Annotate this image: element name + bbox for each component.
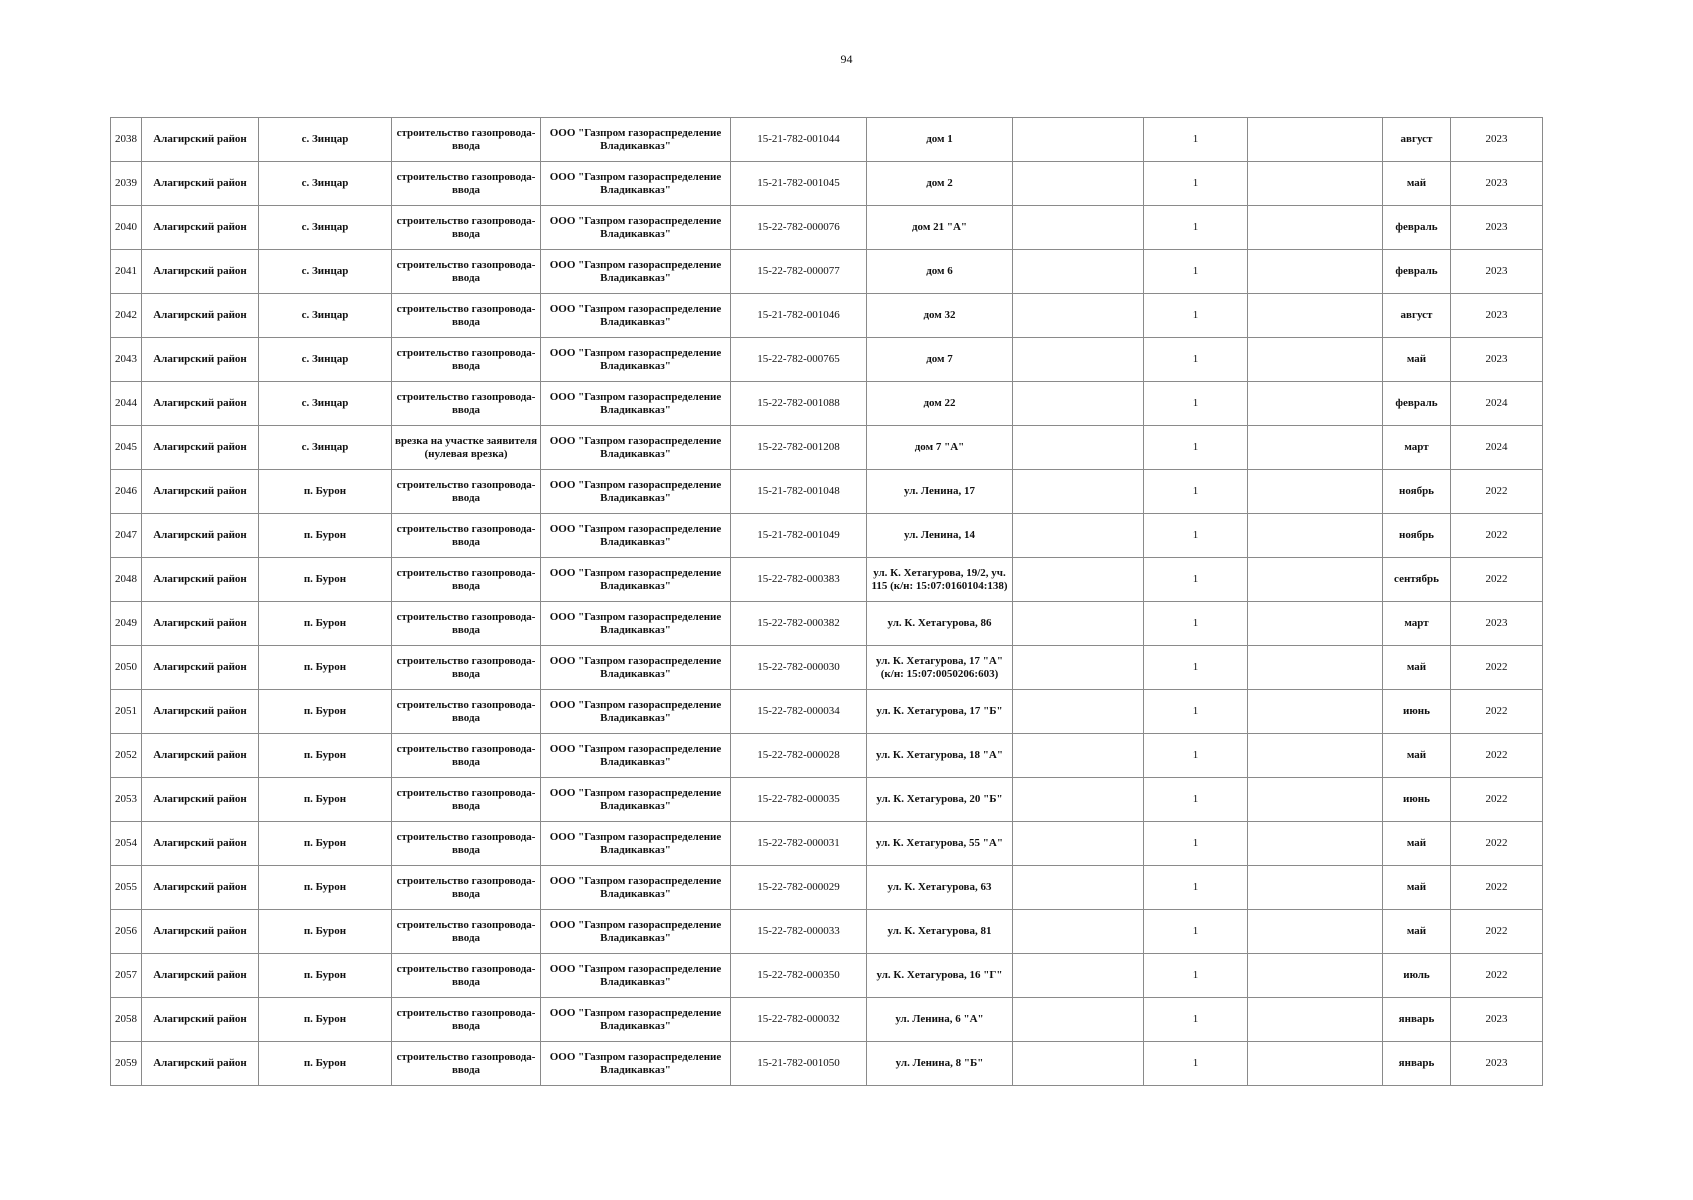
work-type-cell: строительство газопровода-ввода <box>392 954 541 998</box>
count-cell: 1 <box>1144 382 1248 426</box>
empty-cell <box>1013 822 1144 866</box>
address-cell: ул. К. Хетагурова, 86 <box>867 602 1013 646</box>
empty-cell <box>1248 646 1383 690</box>
company-cell: ООО "Газпром газораспределение Владикавказ" <box>541 866 731 910</box>
month-cell: июнь <box>1383 690 1451 734</box>
year-cell: 2023 <box>1451 206 1543 250</box>
company-cell: ООО "Газпром газораспределение Владикавказ" <box>541 426 731 470</box>
empty-cell <box>1013 118 1144 162</box>
year-cell: 2022 <box>1451 866 1543 910</box>
year-cell: 2023 <box>1451 250 1543 294</box>
row-number-cell: 2054 <box>111 822 142 866</box>
row-number-cell: 2043 <box>111 338 142 382</box>
count-cell: 1 <box>1144 162 1248 206</box>
empty-cell <box>1248 822 1383 866</box>
work-type-cell: строительство газопровода-ввода <box>392 338 541 382</box>
company-cell: ООО "Газпром газораспределение Владикавказ" <box>541 118 731 162</box>
empty-cell <box>1248 162 1383 206</box>
settlement-cell: п. Бурон <box>259 646 392 690</box>
work-type-cell: строительство газопровода-ввода <box>392 382 541 426</box>
application-code-cell: 15-22-782-000382 <box>731 602 867 646</box>
count-cell: 1 <box>1144 822 1248 866</box>
work-type-cell: строительство газопровода-ввода <box>392 690 541 734</box>
work-type-cell: строительство газопровода-ввода <box>392 646 541 690</box>
table-row <box>111 558 1543 602</box>
month-cell: май <box>1383 866 1451 910</box>
row-number-cell: 2045 <box>111 426 142 470</box>
table-row <box>111 998 1543 1042</box>
month-cell: июнь <box>1383 778 1451 822</box>
address-cell: дом 1 <box>867 118 1013 162</box>
address-cell: ул. Ленина, 14 <box>867 514 1013 558</box>
row-number-cell: 2039 <box>111 162 142 206</box>
year-cell: 2023 <box>1451 602 1543 646</box>
company-cell: ООО "Газпром газораспределение Владикавказ" <box>541 382 731 426</box>
company-cell: ООО "Газпром газораспределение Владикавказ" <box>541 1042 731 1086</box>
address-cell: дом 7 "А" <box>867 426 1013 470</box>
work-type-cell: строительство газопровода-ввода <box>392 822 541 866</box>
application-code-cell: 15-22-782-000030 <box>731 646 867 690</box>
company-cell: ООО "Газпром газораспределение Владикавказ" <box>541 470 731 514</box>
table-row <box>111 1042 1543 1086</box>
count-cell: 1 <box>1144 998 1248 1042</box>
count-cell: 1 <box>1144 338 1248 382</box>
row-number-cell: 2050 <box>111 646 142 690</box>
table-row <box>111 470 1543 514</box>
address-cell: ул. К. Хетагурова, 16 "Г" <box>867 954 1013 998</box>
count-cell: 1 <box>1144 1042 1248 1086</box>
table-row <box>111 294 1543 338</box>
year-cell: 2022 <box>1451 954 1543 998</box>
row-number-cell: 2042 <box>111 294 142 338</box>
empty-cell <box>1013 426 1144 470</box>
company-cell: ООО "Газпром газораспределение Владикавказ" <box>541 602 731 646</box>
address-cell: ул. Ленина, 6 "А" <box>867 998 1013 1042</box>
empty-cell <box>1013 206 1144 250</box>
district-cell: Алагирский район <box>142 426 259 470</box>
count-cell: 1 <box>1144 426 1248 470</box>
year-cell: 2022 <box>1451 558 1543 602</box>
settlement-cell: п. Бурон <box>259 558 392 602</box>
address-cell: дом 22 <box>867 382 1013 426</box>
empty-cell <box>1248 998 1383 1042</box>
settlement-cell: с. Зинцар <box>259 426 392 470</box>
settlement-cell: п. Бурон <box>259 514 392 558</box>
company-cell: ООО "Газпром газораспределение Владикавказ" <box>541 822 731 866</box>
empty-cell <box>1248 470 1383 514</box>
year-cell: 2022 <box>1451 910 1543 954</box>
settlement-cell: с. Зинцар <box>259 162 392 206</box>
work-type-cell: строительство газопровода-ввода <box>392 866 541 910</box>
table-row <box>111 690 1543 734</box>
month-cell: май <box>1383 822 1451 866</box>
district-cell: Алагирский район <box>142 1042 259 1086</box>
address-cell: ул. К. Хетагурова, 63 <box>867 866 1013 910</box>
district-cell: Алагирский район <box>142 866 259 910</box>
empty-cell <box>1248 338 1383 382</box>
row-number-cell: 2044 <box>111 382 142 426</box>
empty-cell <box>1013 382 1144 426</box>
work-type-cell: строительство газопровода-ввода <box>392 998 541 1042</box>
count-cell: 1 <box>1144 690 1248 734</box>
table-row <box>111 778 1543 822</box>
count-cell: 1 <box>1144 734 1248 778</box>
district-cell: Алагирский район <box>142 558 259 602</box>
application-code-cell: 15-21-782-001049 <box>731 514 867 558</box>
empty-cell <box>1248 734 1383 778</box>
table-row <box>111 426 1543 470</box>
company-cell: ООО "Газпром газораспределение Владикавказ" <box>541 734 731 778</box>
empty-cell <box>1013 690 1144 734</box>
company-cell: ООО "Газпром газораспределение Владикавказ" <box>541 162 731 206</box>
application-code-cell: 15-22-782-000765 <box>731 338 867 382</box>
table-row <box>111 910 1543 954</box>
month-cell: январь <box>1383 1042 1451 1086</box>
empty-cell <box>1248 426 1383 470</box>
year-cell: 2022 <box>1451 514 1543 558</box>
month-cell: август <box>1383 118 1451 162</box>
settlement-cell: с. Зинцар <box>259 338 392 382</box>
settlement-cell: с. Зинцар <box>259 382 392 426</box>
address-cell: ул. К. Хетагурова, 19/2, уч. 115 (к/н: 15:07:0160104:138) <box>867 558 1013 602</box>
district-cell: Алагирский район <box>142 250 259 294</box>
district-cell: Алагирский район <box>142 514 259 558</box>
count-cell: 1 <box>1144 206 1248 250</box>
row-number-cell: 2055 <box>111 866 142 910</box>
company-cell: ООО "Газпром газораспределение Владикавказ" <box>541 558 731 602</box>
district-cell: Алагирский район <box>142 778 259 822</box>
empty-cell <box>1248 118 1383 162</box>
company-cell: ООО "Газпром газораспределение Владикавказ" <box>541 294 731 338</box>
row-number-cell: 2046 <box>111 470 142 514</box>
row-number-cell: 2059 <box>111 1042 142 1086</box>
count-cell: 1 <box>1144 118 1248 162</box>
year-cell: 2022 <box>1451 690 1543 734</box>
table-row <box>111 822 1543 866</box>
empty-cell <box>1013 998 1144 1042</box>
application-code-cell: 15-22-782-000034 <box>731 690 867 734</box>
month-cell: май <box>1383 162 1451 206</box>
application-code-cell: 15-22-782-000076 <box>731 206 867 250</box>
year-cell: 2022 <box>1451 778 1543 822</box>
settlement-cell: п. Бурон <box>259 866 392 910</box>
empty-cell <box>1013 294 1144 338</box>
count-cell: 1 <box>1144 646 1248 690</box>
month-cell: август <box>1383 294 1451 338</box>
settlement-cell: п. Бурон <box>259 470 392 514</box>
table-body <box>111 118 1543 1086</box>
row-number-cell: 2047 <box>111 514 142 558</box>
address-cell: дом 6 <box>867 250 1013 294</box>
month-cell: март <box>1383 426 1451 470</box>
month-cell: сентябрь <box>1383 558 1451 602</box>
page-number: 94 <box>840 52 853 66</box>
count-cell: 1 <box>1144 910 1248 954</box>
month-cell: июль <box>1383 954 1451 998</box>
work-type-cell: строительство газопровода-ввода <box>392 778 541 822</box>
month-cell: май <box>1383 910 1451 954</box>
district-cell: Алагирский район <box>142 206 259 250</box>
table-row <box>111 250 1543 294</box>
empty-cell <box>1248 294 1383 338</box>
district-cell: Алагирский район <box>142 338 259 382</box>
work-type-cell: строительство газопровода-ввода <box>392 206 541 250</box>
application-code-cell: 15-21-782-001048 <box>731 470 867 514</box>
company-cell: ООО "Газпром газораспределение Владикавказ" <box>541 338 731 382</box>
application-code-cell: 15-22-782-001088 <box>731 382 867 426</box>
company-cell: ООО "Газпром газораспределение Владикавказ" <box>541 954 731 998</box>
company-cell: ООО "Газпром газораспределение Владикавказ" <box>541 646 731 690</box>
district-cell: Алагирский район <box>142 162 259 206</box>
empty-cell <box>1013 162 1144 206</box>
district-cell: Алагирский район <box>142 998 259 1042</box>
district-cell: Алагирский район <box>142 118 259 162</box>
company-cell: ООО "Газпром газораспределение Владикавказ" <box>541 250 731 294</box>
empty-cell <box>1248 690 1383 734</box>
settlement-cell: п. Бурон <box>259 734 392 778</box>
year-cell: 2023 <box>1451 294 1543 338</box>
application-code-cell: 15-22-782-000029 <box>731 866 867 910</box>
application-code-cell: 15-22-782-000077 <box>731 250 867 294</box>
year-cell: 2023 <box>1451 338 1543 382</box>
row-number-cell: 2056 <box>111 910 142 954</box>
settlement-cell: п. Бурон <box>259 954 392 998</box>
application-code-cell: 15-21-782-001044 <box>731 118 867 162</box>
district-cell: Алагирский район <box>142 646 259 690</box>
address-cell: ул. К. Хетагурова, 18 "А" <box>867 734 1013 778</box>
row-number-cell: 2038 <box>111 118 142 162</box>
work-type-cell: строительство газопровода-ввода <box>392 558 541 602</box>
year-cell: 2022 <box>1451 470 1543 514</box>
count-cell: 1 <box>1144 778 1248 822</box>
table-row <box>111 118 1543 162</box>
address-cell: ул. К. Хетагурова, 55 "А" <box>867 822 1013 866</box>
company-cell: ООО "Газпром газораспределение Владикавказ" <box>541 514 731 558</box>
table-row <box>111 338 1543 382</box>
row-number-cell: 2052 <box>111 734 142 778</box>
empty-cell <box>1013 602 1144 646</box>
district-cell: Алагирский район <box>142 294 259 338</box>
month-cell: февраль <box>1383 382 1451 426</box>
address-cell: дом 7 <box>867 338 1013 382</box>
work-type-cell: строительство газопровода-ввода <box>392 910 541 954</box>
address-cell: дом 2 <box>867 162 1013 206</box>
settlement-cell: с. Зинцар <box>259 294 392 338</box>
address-cell: дом 21 "А" <box>867 206 1013 250</box>
year-cell: 2023 <box>1451 1042 1543 1086</box>
application-code-cell: 15-21-782-001045 <box>731 162 867 206</box>
empty-cell <box>1013 734 1144 778</box>
application-code-cell: 15-22-782-000028 <box>731 734 867 778</box>
settlement-cell: с. Зинцар <box>259 250 392 294</box>
work-type-cell: строительство газопровода-ввода <box>392 1042 541 1086</box>
empty-cell <box>1013 954 1144 998</box>
address-cell: дом 32 <box>867 294 1013 338</box>
table-row <box>111 954 1543 998</box>
settlement-cell: п. Бурон <box>259 1042 392 1086</box>
empty-cell <box>1013 558 1144 602</box>
application-code-cell: 15-22-782-000031 <box>731 822 867 866</box>
district-cell: Алагирский район <box>142 734 259 778</box>
month-cell: февраль <box>1383 206 1451 250</box>
table-row <box>111 646 1543 690</box>
empty-cell <box>1013 778 1144 822</box>
table-row <box>111 602 1543 646</box>
company-cell: ООО "Газпром газораспределение Владикавказ" <box>541 998 731 1042</box>
empty-cell <box>1248 954 1383 998</box>
empty-cell <box>1248 866 1383 910</box>
settlement-cell: п. Бурон <box>259 822 392 866</box>
year-cell: 2022 <box>1451 734 1543 778</box>
address-cell: ул. Ленина, 8 "Б" <box>867 1042 1013 1086</box>
settlement-cell: с. Зинцар <box>259 118 392 162</box>
application-code-cell: 15-22-782-000383 <box>731 558 867 602</box>
count-cell: 1 <box>1144 558 1248 602</box>
row-number-cell: 2040 <box>111 206 142 250</box>
settlement-cell: с. Зинцар <box>259 206 392 250</box>
count-cell: 1 <box>1144 514 1248 558</box>
settlement-cell: п. Бурон <box>259 690 392 734</box>
empty-cell <box>1013 514 1144 558</box>
application-code-cell: 15-22-782-000350 <box>731 954 867 998</box>
empty-cell <box>1248 514 1383 558</box>
empty-cell <box>1248 778 1383 822</box>
work-type-cell: строительство газопровода-ввода <box>392 734 541 778</box>
year-cell: 2022 <box>1451 646 1543 690</box>
row-number-cell: 2049 <box>111 602 142 646</box>
empty-cell <box>1013 910 1144 954</box>
settlement-cell: п. Бурон <box>259 602 392 646</box>
district-cell: Алагирский район <box>142 602 259 646</box>
count-cell: 1 <box>1144 294 1248 338</box>
district-cell: Алагирский район <box>142 954 259 998</box>
work-type-cell: строительство газопровода-ввода <box>392 118 541 162</box>
work-type-cell: строительство газопровода-ввода <box>392 470 541 514</box>
row-number-cell: 2053 <box>111 778 142 822</box>
count-cell: 1 <box>1144 866 1248 910</box>
count-cell: 1 <box>1144 250 1248 294</box>
empty-cell <box>1248 382 1383 426</box>
table-row <box>111 866 1543 910</box>
district-cell: Алагирский район <box>142 910 259 954</box>
row-number-cell: 2048 <box>111 558 142 602</box>
month-cell: ноябрь <box>1383 514 1451 558</box>
table-row <box>111 514 1543 558</box>
work-type-cell: строительство газопровода-ввода <box>392 294 541 338</box>
address-cell: ул. К. Хетагурова, 17 "А" (к/н: 15:07:0050206:603) <box>867 646 1013 690</box>
application-code-cell: 15-22-782-000032 <box>731 998 867 1042</box>
district-cell: Алагирский район <box>142 690 259 734</box>
row-number-cell: 2041 <box>111 250 142 294</box>
empty-cell <box>1013 470 1144 514</box>
empty-cell <box>1248 206 1383 250</box>
company-cell: ООО "Газпром газораспределение Владикавказ" <box>541 690 731 734</box>
empty-cell <box>1013 866 1144 910</box>
month-cell: май <box>1383 338 1451 382</box>
work-type-cell: строительство газопровода-ввода <box>392 602 541 646</box>
work-type-cell: врезка на участке заявителя (нулевая врезка) <box>392 426 541 470</box>
month-cell: ноябрь <box>1383 470 1451 514</box>
count-cell: 1 <box>1144 470 1248 514</box>
address-cell: ул. К. Хетагурова, 20 "Б" <box>867 778 1013 822</box>
application-code-cell: 15-22-782-000033 <box>731 910 867 954</box>
district-cell: Алагирский район <box>142 470 259 514</box>
application-code-cell: 15-22-782-000035 <box>731 778 867 822</box>
district-cell: Алагирский район <box>142 822 259 866</box>
empty-cell <box>1248 1042 1383 1086</box>
settlement-cell: п. Бурон <box>259 778 392 822</box>
table-row <box>111 162 1543 206</box>
settlement-cell: п. Бурон <box>259 998 392 1042</box>
year-cell: 2023 <box>1451 118 1543 162</box>
month-cell: январь <box>1383 998 1451 1042</box>
application-code-cell: 15-22-782-001208 <box>731 426 867 470</box>
empty-cell <box>1013 338 1144 382</box>
count-cell: 1 <box>1144 954 1248 998</box>
work-type-cell: строительство газопровода-ввода <box>392 162 541 206</box>
count-cell: 1 <box>1144 602 1248 646</box>
row-number-cell: 2057 <box>111 954 142 998</box>
empty-cell <box>1013 1042 1144 1086</box>
empty-cell <box>1013 646 1144 690</box>
year-cell: 2023 <box>1451 998 1543 1042</box>
year-cell: 2024 <box>1451 382 1543 426</box>
work-type-cell: строительство газопровода-ввода <box>392 514 541 558</box>
company-cell: ООО "Газпром газораспределение Владикавказ" <box>541 206 731 250</box>
gasification-table <box>110 117 1543 1086</box>
application-code-cell: 15-21-782-001046 <box>731 294 867 338</box>
year-cell: 2024 <box>1451 426 1543 470</box>
empty-cell <box>1248 910 1383 954</box>
empty-cell <box>1248 558 1383 602</box>
district-cell: Алагирский район <box>142 382 259 426</box>
month-cell: май <box>1383 646 1451 690</box>
table-row <box>111 734 1543 778</box>
company-cell: ООО "Газпром газораспределение Владикавказ" <box>541 910 731 954</box>
row-number-cell: 2058 <box>111 998 142 1042</box>
empty-cell <box>1248 250 1383 294</box>
row-number-cell: 2051 <box>111 690 142 734</box>
address-cell: ул. К. Хетагурова, 17 "Б" <box>867 690 1013 734</box>
table-row <box>111 382 1543 426</box>
month-cell: май <box>1383 734 1451 778</box>
address-cell: ул. Ленина, 17 <box>867 470 1013 514</box>
empty-cell <box>1248 602 1383 646</box>
work-type-cell: строительство газопровода-ввода <box>392 250 541 294</box>
settlement-cell: п. Бурон <box>259 910 392 954</box>
year-cell: 2022 <box>1451 822 1543 866</box>
application-code-cell: 15-21-782-001050 <box>731 1042 867 1086</box>
month-cell: март <box>1383 602 1451 646</box>
table-row <box>111 206 1543 250</box>
month-cell: февраль <box>1383 250 1451 294</box>
empty-cell <box>1013 250 1144 294</box>
address-cell: ул. К. Хетагурова, 81 <box>867 910 1013 954</box>
year-cell: 2023 <box>1451 162 1543 206</box>
company-cell: ООО "Газпром газораспределение Владикавказ" <box>541 778 731 822</box>
